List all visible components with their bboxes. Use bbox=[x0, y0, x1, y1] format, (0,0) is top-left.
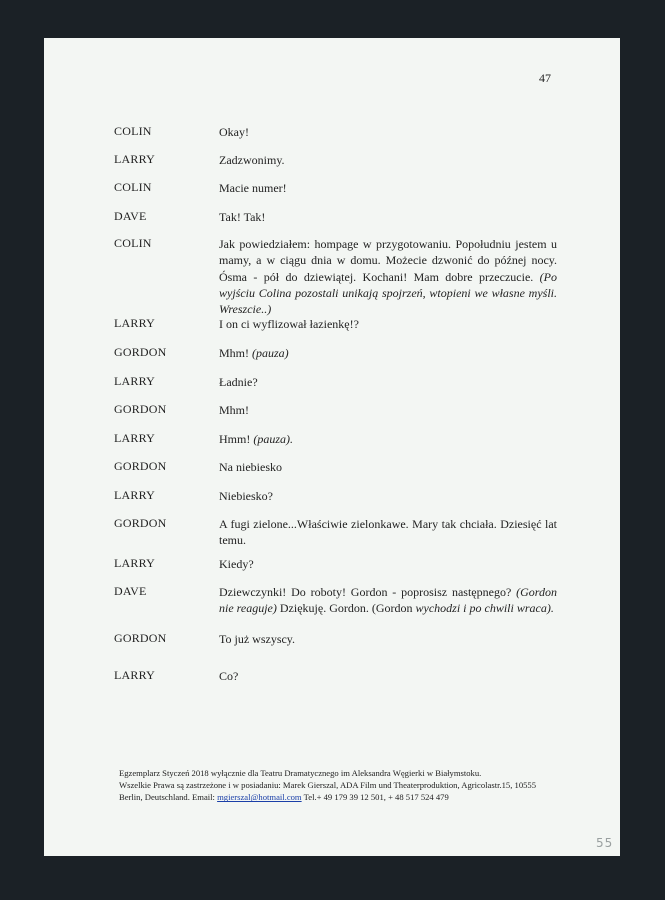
speaker-name: LARRY bbox=[114, 668, 156, 682]
speaker-name: GORDON bbox=[114, 516, 167, 530]
dialogue-text: Mhm! bbox=[219, 403, 249, 417]
speaker-name: COLIN bbox=[114, 124, 152, 138]
speaker-name: LARRY bbox=[114, 556, 156, 570]
dialogue-text: Ładnie? bbox=[219, 375, 258, 389]
dialogue-line bbox=[219, 236, 557, 317]
stage-direction: wychodzi i po chwili wraca). bbox=[415, 601, 554, 616]
dialogue-text: Okay! bbox=[219, 125, 249, 139]
dialogue-text: Dziewczynki! Do roboty! Gordon - poprosisz następnego? bbox=[219, 585, 517, 599]
dialogue-line bbox=[219, 488, 557, 504]
dialogue-text: Hmm! bbox=[219, 432, 254, 446]
dialogue-text: Dziękuję. Gordon. (Gordon bbox=[276, 601, 416, 616]
speaker-name: LARRY bbox=[114, 374, 156, 388]
dialogue-line bbox=[219, 402, 557, 418]
dialogue-text: Jak powiedziałem: hompage w przygotowaniu. Popołudniu jestem u mamy, a w ciągu dnia w domu. Możecie dzwonić do późnej nocy. Ósma - pół do dziewiątej. Kochani! Mam dobre przeczucie. bbox=[219, 237, 557, 284]
speaker-name: GORDON bbox=[114, 631, 167, 645]
dialogue-text: To już wszyscy. bbox=[219, 632, 296, 646]
footer-contact-prefix: Berlin, Deutschland. Email: bbox=[119, 792, 218, 803]
dialogue-line bbox=[219, 345, 557, 361]
pencil-page-mark: 55 bbox=[596, 836, 614, 850]
dialogue-line bbox=[219, 152, 557, 168]
page-number: 47 bbox=[539, 71, 551, 85]
footer-contact-phone: Tel.+ 49 179 39 12 501, + 48 517 524 479 bbox=[301, 792, 449, 803]
dialogue-line bbox=[219, 668, 557, 684]
dialogue-line bbox=[219, 631, 557, 647]
dialogue-text: Co? bbox=[219, 669, 239, 683]
dialogue-line bbox=[219, 374, 557, 390]
speaker-name: GORDON bbox=[114, 459, 167, 473]
dialogue-text: Na niebiesko bbox=[219, 460, 282, 474]
speaker-name: LARRY bbox=[114, 488, 156, 502]
dialogue-line bbox=[219, 556, 557, 572]
speaker-name: GORDON bbox=[114, 345, 167, 359]
footer-line-2: Wszelkie Prawa są zastrzeżone i w posiadaniu: Marek Gierszal, ADA Film und Theaterproduktion, Agricolastr.15, 10555 bbox=[119, 780, 537, 791]
dialogue-line bbox=[219, 316, 557, 332]
stage-direction: (pauza). bbox=[253, 432, 294, 446]
speaker-name: LARRY bbox=[114, 152, 156, 166]
dialogue-text: Tak! Tak! bbox=[219, 210, 266, 224]
speaker-name: LARRY bbox=[114, 431, 156, 445]
dialogue-text: I on ci wyflizował łazienkę!? bbox=[219, 317, 359, 331]
dialogue-text: A fugi zielone...Właściwie zielonkawe. Mary tak chciała. Dziesięć lat temu. bbox=[219, 517, 557, 548]
copyright-footer bbox=[119, 767, 589, 804]
dialogue-text: Kiedy? bbox=[219, 557, 254, 571]
speaker-name: GORDON bbox=[114, 402, 167, 416]
dialogue-text: Macie numer! bbox=[219, 181, 287, 195]
email-link[interactable]: mgierszal@hotmail.com bbox=[217, 792, 302, 803]
footer-line-3 bbox=[119, 791, 589, 803]
dialogue-line bbox=[219, 124, 557, 140]
footer-line-1: Egzemplarz Styczeń 2018 wyłącznie dla Teatru Dramatycznego im Aleksandra Węgierki w Białymstoku. bbox=[119, 768, 482, 778]
dialogue-line bbox=[219, 180, 557, 196]
dialogue-line bbox=[219, 584, 557, 617]
stage-direction: (Po wyjściu Colina pozostali unikają spojrzeń, wtopieni we własne myśli. Wreszcie..) bbox=[219, 269, 557, 317]
dialogue-text: Niebiesko? bbox=[219, 489, 273, 503]
speaker-name: LARRY bbox=[114, 316, 156, 330]
dialogue-line bbox=[219, 209, 557, 225]
speaker-name: DAVE bbox=[114, 584, 147, 598]
dialogue-line bbox=[219, 431, 557, 447]
speaker-name: DAVE bbox=[114, 209, 147, 223]
dialogue-line bbox=[219, 516, 557, 549]
stage-direction: (pauza) bbox=[252, 346, 289, 360]
dialogue-text: Zadzwonimy. bbox=[219, 153, 285, 167]
stage-direction: (Gordon nie reaguje) bbox=[219, 585, 557, 616]
dialogue-text: Mhm! bbox=[219, 346, 252, 360]
dialogue-line bbox=[219, 459, 557, 475]
speaker-name: COLIN bbox=[114, 180, 152, 194]
script-page bbox=[44, 38, 620, 856]
speaker-name: COLIN bbox=[114, 236, 152, 250]
